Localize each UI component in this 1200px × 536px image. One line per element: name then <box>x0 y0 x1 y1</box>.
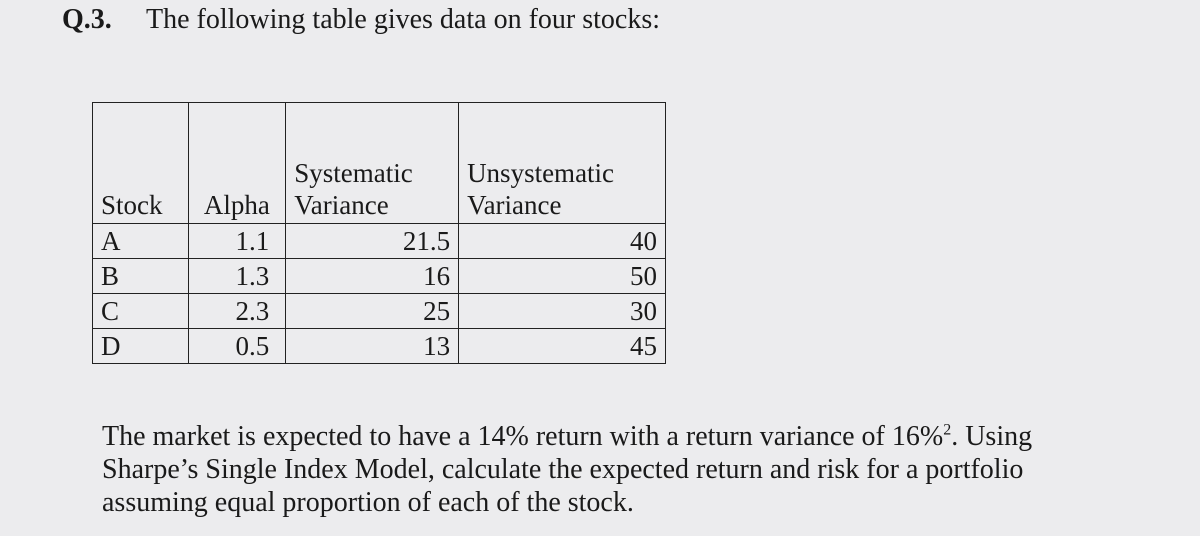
paragraph-superscript: 2 <box>943 421 952 439</box>
table-row <box>93 329 666 364</box>
header-systematic-line2: Variance <box>294 190 389 220</box>
table-row <box>93 224 666 259</box>
cell-stock: D <box>93 329 189 364</box>
question-number: Q.3. <box>62 4 112 35</box>
header-stock: Stock <box>93 103 189 224</box>
question-paragraph <box>102 420 1102 519</box>
header-alpha: Alpha <box>188 103 286 224</box>
cell-systematic: 21.5 <box>286 224 459 259</box>
cell-unsystematic: 40 <box>459 224 666 259</box>
table-row <box>93 294 666 329</box>
stock-data-table <box>92 102 666 364</box>
cell-alpha: 1.1 <box>188 224 286 259</box>
paragraph-text-start: The market is expected to have a 14% return with a return variance of 16% <box>102 421 944 452</box>
cell-unsystematic: 45 <box>459 329 666 364</box>
table-row <box>93 259 666 294</box>
question-heading: The following table gives data on four stocks: <box>146 4 660 35</box>
cell-unsystematic: 30 <box>459 294 666 329</box>
header-systematic-variance <box>286 103 459 224</box>
cell-stock: C <box>93 294 189 329</box>
header-unsystematic-line2: Variance <box>467 190 562 220</box>
header-systematic-line1: Systematic <box>294 158 413 188</box>
cell-alpha: 1.3 <box>188 259 286 294</box>
table-header-row <box>93 103 666 224</box>
header-unsystematic-variance <box>459 103 666 224</box>
cell-alpha: 0.5 <box>188 329 286 364</box>
header-unsystematic-line1: Unsystematic <box>467 158 615 188</box>
cell-systematic: 25 <box>286 294 459 329</box>
cell-systematic: 16 <box>286 259 459 294</box>
cell-systematic: 13 <box>286 329 459 364</box>
cell-alpha: 2.3 <box>188 294 286 329</box>
cell-stock: B <box>93 259 189 294</box>
paragraph-text-end: . Using Sharpe’s Single Index Model, calculate the expected return and risk for a portfolio assuming equal proportion of each of the stock. <box>102 421 1033 518</box>
cell-unsystematic: 50 <box>459 259 666 294</box>
cell-stock: A <box>93 224 189 259</box>
